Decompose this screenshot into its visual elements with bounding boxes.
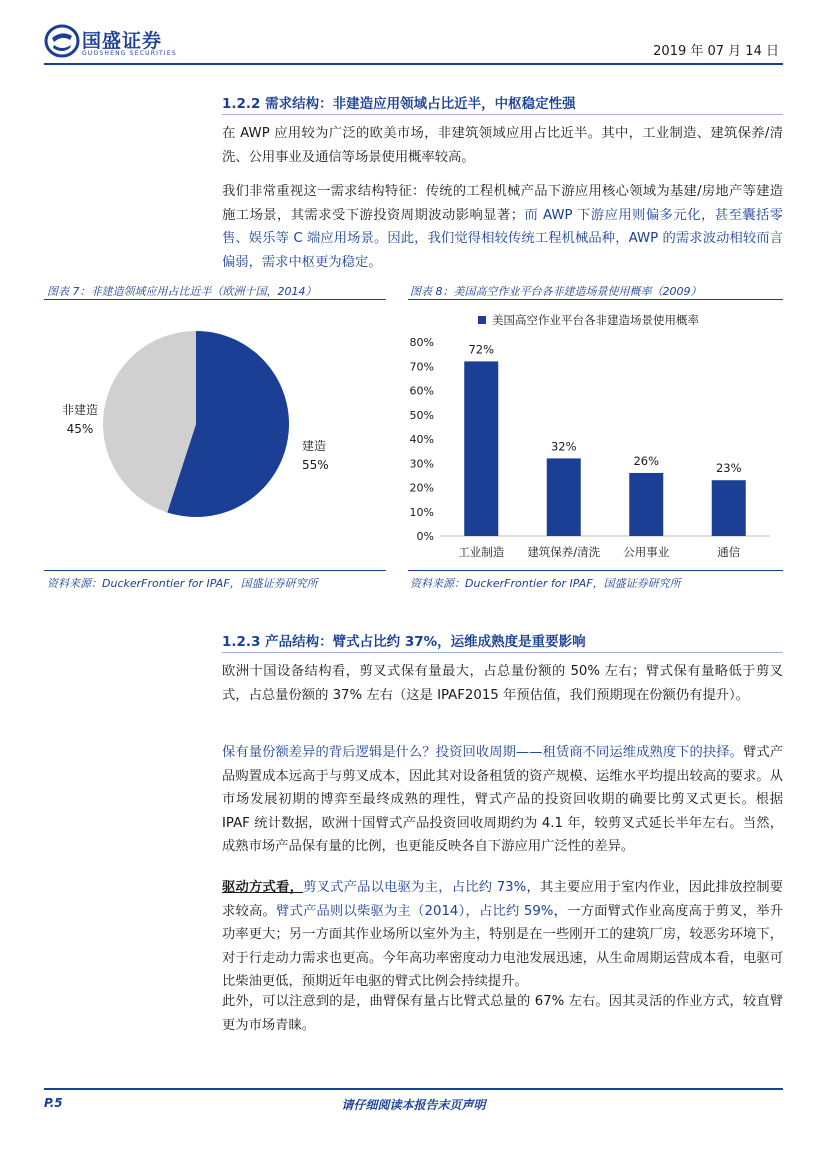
company-logo-icon xyxy=(44,24,80,58)
pie-value-label: 55% xyxy=(302,458,329,472)
section-title-1-2-3: 1.2.3 产品结构：臂式占比约 37%，运维成熟度是重要影响 xyxy=(222,634,586,650)
x-tick-label: 建筑保养/清洗 xyxy=(527,545,601,559)
bar-value-label: 23% xyxy=(715,461,742,476)
paragraph-text: 我们非常重视这一需求结构特征：传统的工程机械产品下游应用核心领域为基建/房地产等建造施工场景，其需求受下游投资周期波动影响显著； xyxy=(222,184,783,223)
figure-8-caption: 图表 8：美国高空作业平台各非建造场景使用概率（2009） xyxy=(410,285,702,298)
bold-lead: 驱动方式看， xyxy=(222,880,304,895)
section-rule xyxy=(222,114,783,115)
page-number: P.5 xyxy=(44,1096,63,1110)
bar-chart xyxy=(408,306,783,568)
bar-value-label: 32% xyxy=(550,439,577,454)
highlighted-text: 保有量份额差异的背后逻辑是什么？投资回收周期——租赁商不同运维成熟度下的抉择。 xyxy=(222,745,743,760)
paragraph-text: 臂式产品购置成本远高于与剪叉成本，因此其对设备租赁的资产规模、运维水平均提出较高的要求。从市场发展初期的博弈至最终成熟的理性，臂式产品的投资回收期的确要比剪叉式更长。根据 IPAF 统计数据，欧洲十国臂式产品投资回收周期约为 4.1 年，较剪叉式延长半年左右。当然，成熟市场产品保有量的比例，也更能反映各自下游应用广泛性的差异。 xyxy=(222,745,784,854)
paragraph-text: ，一方面臂式作业高度高于剪叉，举升功率更大；另一方面其作业场所以室外为主，特别是在一些刚开工的建筑厂房，较恶劣环境下，对于行走动力需求也更高。今年高功率密度动力电池发展迅速，从生命周期运营成本看，电驱可比柴油更低，预期近年电驱的臂式比例会持续提升。 xyxy=(222,903,784,989)
y-tick-label: 80% xyxy=(409,336,434,349)
figure-8-rule xyxy=(408,299,783,300)
paragraph-product-1: 欧洲十国设备结构看，剪叉式保有量最大，占总量份额的 50% 左右；臂式保有量略低于剪叉式，占总量份额的 37% 左右（这是 IPAF2015 年预估值，我们预期现在份额仍有提升）。 xyxy=(222,664,783,703)
figure-7-source: 资料来源：DuckerFrontier for IPAF，国盛证券研究所 xyxy=(47,577,318,590)
figure-7-bottom-rule xyxy=(44,570,386,571)
footer-divider xyxy=(44,1088,783,1090)
pie-chart xyxy=(44,310,386,565)
bar-0 xyxy=(464,361,498,536)
paragraph-product-2 xyxy=(222,741,783,859)
y-tick-label: 70% xyxy=(409,360,434,374)
bar-1 xyxy=(547,458,581,536)
company-name-en: GUOSHENG SECURITIES xyxy=(82,50,177,57)
pie-label: 非建造 xyxy=(61,403,99,417)
bar-value-label: 26% xyxy=(633,453,660,468)
y-tick-label: 20% xyxy=(409,481,434,495)
paragraph-demand-1: 在 AWP 应用较为广泛的欧美市场，非建筑领域应用占比近半。其中，工业制造、建筑保养/清洗、公用事业及通信等场景使用概率较高。 xyxy=(222,126,783,165)
report-date: 2019 年 07 月 14 日 xyxy=(653,44,779,59)
y-tick-label: 10% xyxy=(409,505,434,519)
bar-value-label: 72% xyxy=(468,342,495,357)
bar-2 xyxy=(629,473,663,536)
figure-8-bottom-rule xyxy=(408,570,783,571)
y-tick-label: 50% xyxy=(409,408,434,422)
highlighted-text: 剪叉式产品以电驱为主，占比约 73% xyxy=(303,880,527,895)
paragraph-text: ，其主要应用于室内作业，因此排放控制要求较高。 xyxy=(222,880,784,919)
paragraph-demand-2 xyxy=(222,180,783,274)
y-tick-label: 30% xyxy=(409,457,434,471)
figure-7-caption: 图表 7：非建造领域应用占比近半（欧洲十国，2014） xyxy=(47,285,317,298)
paragraph-product-3 xyxy=(222,876,783,994)
company-name: 国盛证券 xyxy=(82,30,163,52)
header-divider xyxy=(44,63,783,65)
section-title-1-2-2: 1.2.2 需求结构：非建造应用领域占比近半，中枢稳定性强 xyxy=(222,96,576,112)
figure-8-source: 资料来源：DuckerFrontier for IPAF，国盛证券研究所 xyxy=(410,577,681,590)
section-rule xyxy=(222,652,783,653)
pie-value-label: 45% xyxy=(66,422,94,436)
bar-3 xyxy=(712,480,746,536)
x-tick-label: 工业制造 xyxy=(458,545,505,559)
x-tick-label: 公用事业 xyxy=(623,545,670,559)
paragraph-product-4: 此外，可以注意到的是，曲臂保有量占比臂式总量的 67% 左右。因其灵活的作业方式，较直臂更为市场青睐。 xyxy=(222,994,783,1033)
figure-7-rule xyxy=(44,299,386,300)
y-tick-label: 0% xyxy=(416,530,434,543)
x-tick-label: 通信 xyxy=(717,545,741,559)
highlighted-text: 而 AWP 下游应用则偏多元化，甚至囊括零售、娱乐等 C 端应用场景。因此，我们觉得相较传统工程机械品种，AWP 的需求波动相较而言偏弱，需求中枢更为稳定。 xyxy=(222,207,783,270)
y-tick-label: 60% xyxy=(409,384,434,398)
disclaimer-note: 请仔细阅读本报告末页声明 xyxy=(341,1098,486,1112)
pie-label: 建造 xyxy=(302,439,327,453)
highlighted-text: 臂式产品则以柴驱为主（2014），占比约 59% xyxy=(276,903,554,919)
y-tick-label: 40% xyxy=(409,433,434,446)
legend-label: 美国高空作业平台各非建造场景使用概率 xyxy=(492,313,699,327)
legend-swatch xyxy=(478,316,486,324)
